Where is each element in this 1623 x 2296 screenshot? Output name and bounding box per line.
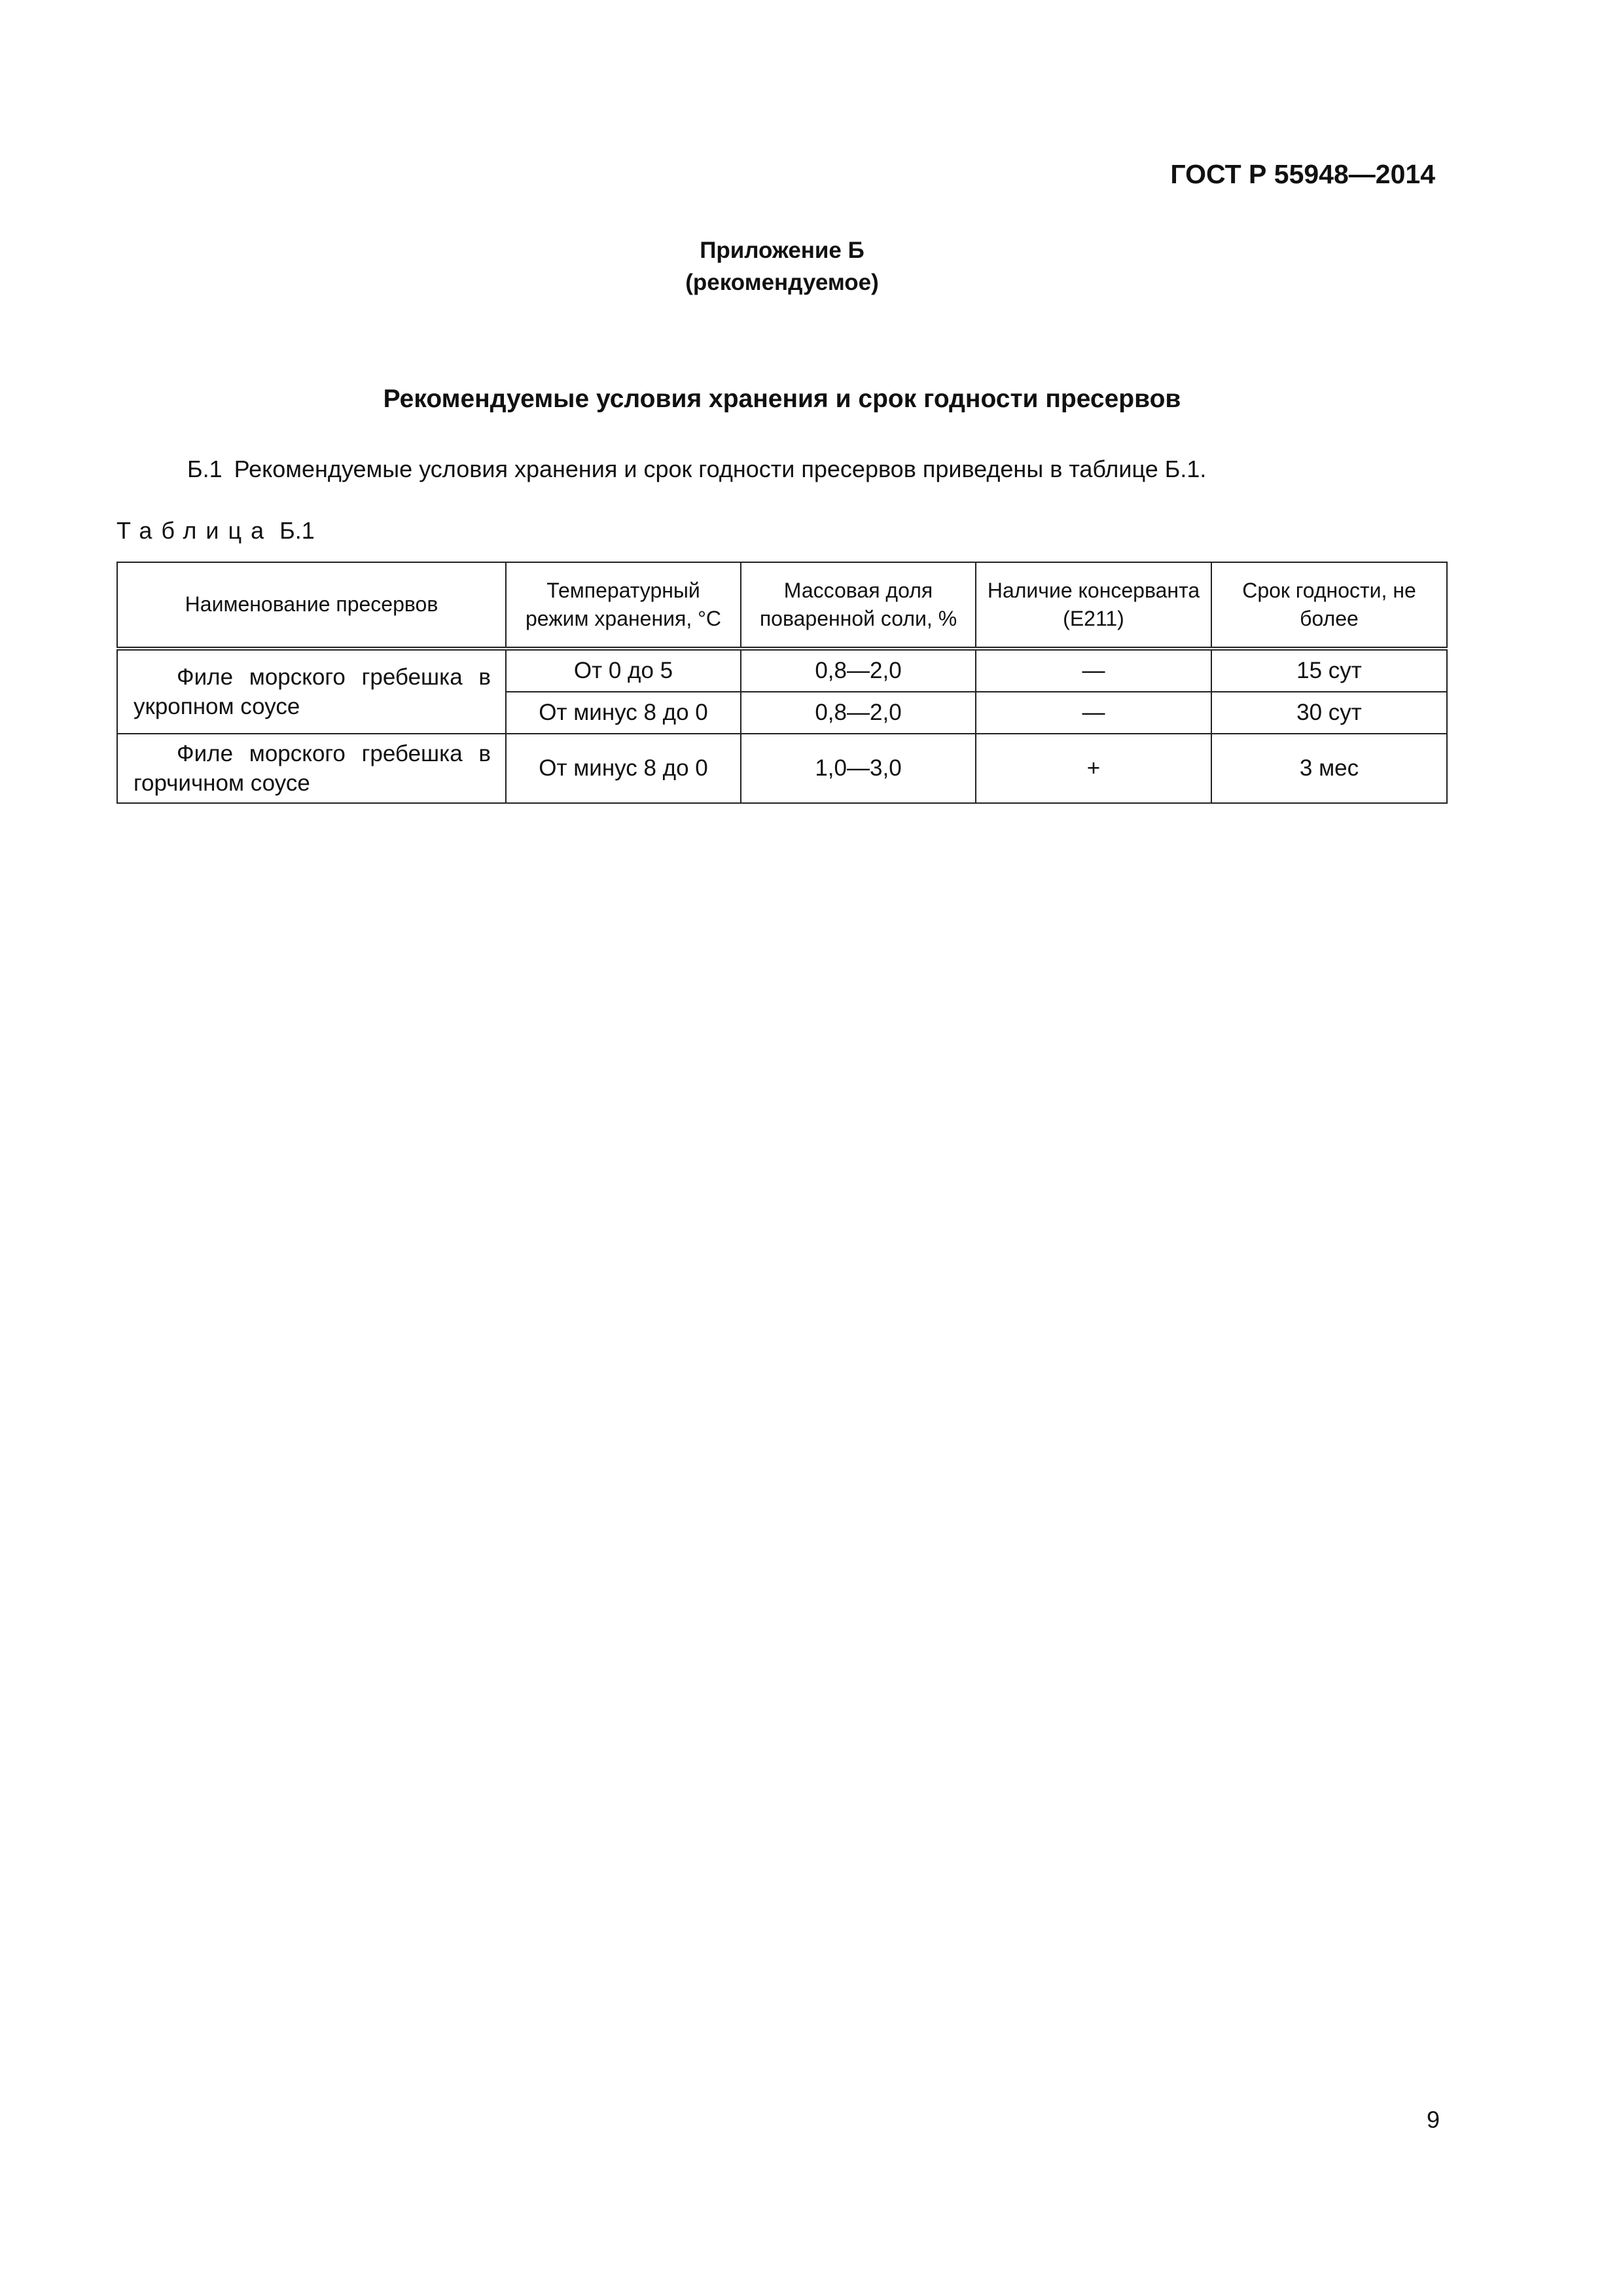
cell-shelf-life: 3 мес <box>1211 734 1447 803</box>
header-shelf-life: Срок годности, не более <box>1211 562 1447 649</box>
paragraph-number: Б.1 <box>187 456 223 482</box>
table-caption-number: Б.1 <box>279 517 315 544</box>
cell-shelf-life: 30 сут <box>1211 692 1447 734</box>
cell-temperature: От минус 8 до 0 <box>506 692 741 734</box>
table-header-row <box>117 562 1447 649</box>
header-salt-content: Массовая доля поваренной соли, % <box>741 562 976 649</box>
cell-salt: 0,8—2,0 <box>741 649 976 692</box>
section-title: Рекомендуемые условия хранения и срок годности пресервов <box>383 385 1181 413</box>
cell-product-name: Филе морского гребешка в укропном соусе <box>117 649 506 734</box>
cell-product-name: Филе морского гребешка в горчичном соусе <box>117 734 506 803</box>
page-number: 9 <box>1427 2106 1440 2133</box>
appendix-heading <box>0 234 1564 298</box>
table-row <box>117 734 1447 803</box>
table-row <box>117 649 1447 692</box>
header-product-name: Наименование пресервов <box>117 562 506 649</box>
cell-salt: 0,8—2,0 <box>741 692 976 734</box>
storage-conditions-table <box>116 562 1448 804</box>
table-caption-word: Таблица <box>116 517 274 544</box>
cell-preservative: — <box>976 692 1211 734</box>
cell-temperature: От минус 8 до 0 <box>506 734 741 803</box>
cell-preservative: + <box>976 734 1211 803</box>
header-storage-temperature: Температурный режим хранения, °С <box>506 562 741 649</box>
table-caption <box>116 517 315 545</box>
appendix-title: Приложение Б <box>700 238 865 263</box>
document-code: ГОСТ Р 55948—2014 <box>1170 159 1435 189</box>
cell-shelf-life: 15 сут <box>1211 649 1447 692</box>
paragraph-b1 <box>187 456 1463 483</box>
cell-salt: 1,0—3,0 <box>741 734 976 803</box>
cell-preservative: — <box>976 649 1211 692</box>
appendix-status: (рекомендуемое) <box>685 270 879 295</box>
cell-temperature: От 0 до 5 <box>506 649 741 692</box>
paragraph-text: Рекомендуемые условия хранения и срок годности пресервов приведены в таблице Б.1. <box>234 456 1207 482</box>
header-preservative: Наличие консерванта (E211) <box>976 562 1211 649</box>
